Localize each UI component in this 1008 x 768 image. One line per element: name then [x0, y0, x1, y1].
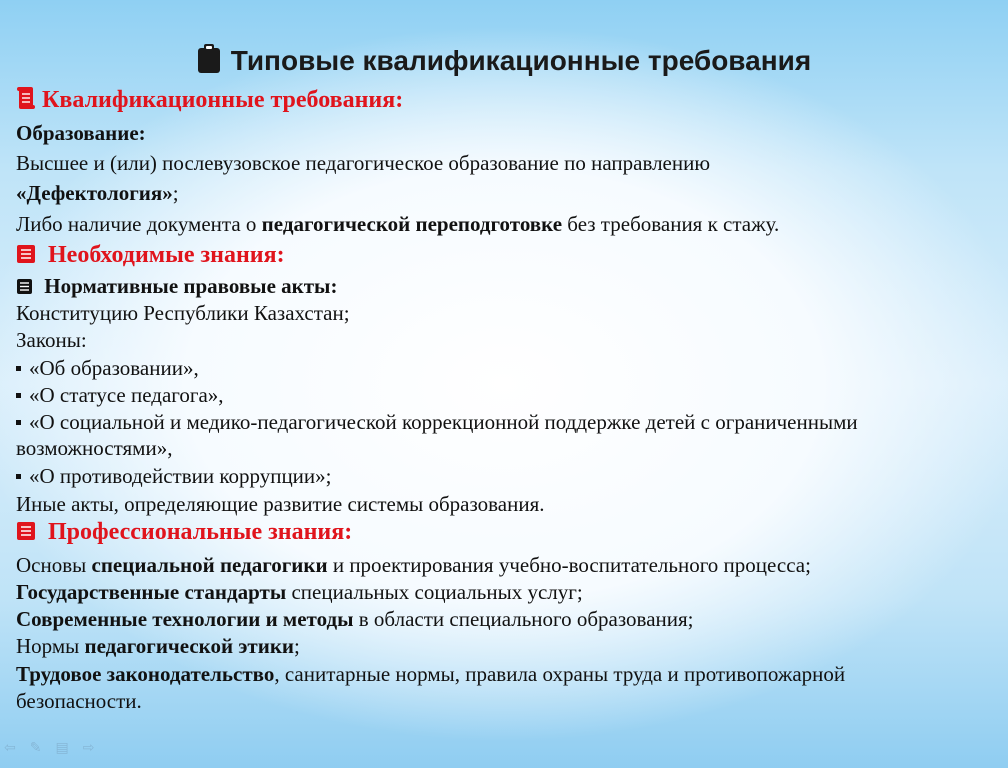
laws-label: Законы:	[16, 328, 87, 352]
book-icon	[16, 521, 36, 547]
heading-knowledge	[16, 242, 285, 270]
retraining-text: педагогической переподготовке	[261, 212, 563, 236]
law-item-text: «О статусе педагога»,	[29, 383, 224, 407]
prof-line-5-post: , санитарные нормы, правила охраны труда и противопожарной	[274, 662, 846, 686]
education-label: Образование:	[16, 121, 146, 145]
other-acts-line: Иные акты, определяющие развитие системы образования.	[16, 492, 545, 516]
bullet-icon	[16, 474, 21, 479]
prof-line-1-pre: Основы	[16, 553, 92, 577]
forward-arrow-icon[interactable]: ⇨	[82, 740, 95, 756]
prof-line-2-post: специальных социальных услуг;	[286, 580, 583, 604]
law-item	[16, 382, 224, 408]
specialty-name: «Дефектология»	[16, 181, 173, 205]
education-line-2-rest: ;	[172, 181, 179, 205]
menu-icon[interactable]: ▤	[55, 740, 69, 756]
prof-line-1	[16, 552, 811, 578]
prof-line-1-post: и проектирования учебно-воспитательного процесса;	[327, 553, 811, 577]
heading-professional-text: Профессиональные знания:	[42, 519, 353, 545]
heading-knowledge-text: Необходимые знания:	[42, 242, 285, 268]
heading-qualification	[16, 87, 403, 115]
heading-professional	[16, 519, 352, 547]
prof-line-4	[16, 633, 300, 659]
law-item-text: «О противодействии коррупции»;	[29, 464, 332, 488]
prof-line-5-bold: Трудовое законодательство	[16, 662, 275, 686]
constitution-line: Конституцию Республики Казахстан;	[16, 301, 350, 325]
prof-line-4-post: ;	[294, 634, 300, 658]
prof-line-2	[16, 579, 583, 605]
law-item-text: «О социальной и медико-педагогической коррекционной поддержке детей с ограниченными	[29, 410, 858, 434]
education-line-3-pre: Либо наличие документа о	[16, 212, 262, 236]
prof-line-5	[16, 661, 845, 687]
bullet-icon	[16, 366, 21, 371]
bullet-icon	[16, 420, 21, 425]
prof-line-3-bold: Современные технологии и методы	[16, 607, 354, 631]
education-line-2	[16, 180, 179, 206]
clipboard-icon	[197, 44, 221, 81]
prof-line-6: безопасности.	[16, 689, 142, 713]
law-item-continuation: возможностями»,	[16, 436, 173, 460]
law-item	[16, 355, 199, 381]
prof-line-3	[16, 606, 693, 632]
pen-icon[interactable]: ✎	[29, 740, 42, 756]
prof-line-4-pre: Нормы	[16, 634, 85, 658]
prof-line-3-post: в области специального образования;	[353, 607, 694, 631]
prof-line-2-bold: Государственные стандарты	[16, 580, 287, 604]
education-line-1: Высшее и (или) послевузовское педагогическое образование по направлению	[16, 151, 711, 175]
slide-nav	[4, 740, 94, 756]
document-icon	[16, 275, 33, 301]
law-item	[16, 409, 858, 435]
education-line-3-post: без требования к стажу.	[562, 212, 780, 236]
legal-acts-label	[16, 273, 337, 301]
slide-title	[0, 44, 1008, 81]
book-icon	[16, 244, 36, 270]
education-line-3	[16, 211, 779, 237]
heading-qualification-text: Квалификационные требования:	[42, 87, 404, 113]
scroll-icon	[16, 87, 36, 115]
law-item	[16, 463, 332, 489]
law-item-text: «Об образовании»,	[29, 356, 199, 380]
prof-line-1-bold: специальной педагогики	[91, 553, 328, 577]
title-text: Типовые квалификационные требования	[230, 45, 812, 76]
back-arrow-icon[interactable]: ⇦	[4, 740, 16, 756]
bullet-icon	[16, 393, 21, 398]
prof-line-4-bold: педагогической этики	[84, 634, 295, 658]
legal-acts-label-text: Нормативные правовые акты:	[39, 274, 338, 298]
